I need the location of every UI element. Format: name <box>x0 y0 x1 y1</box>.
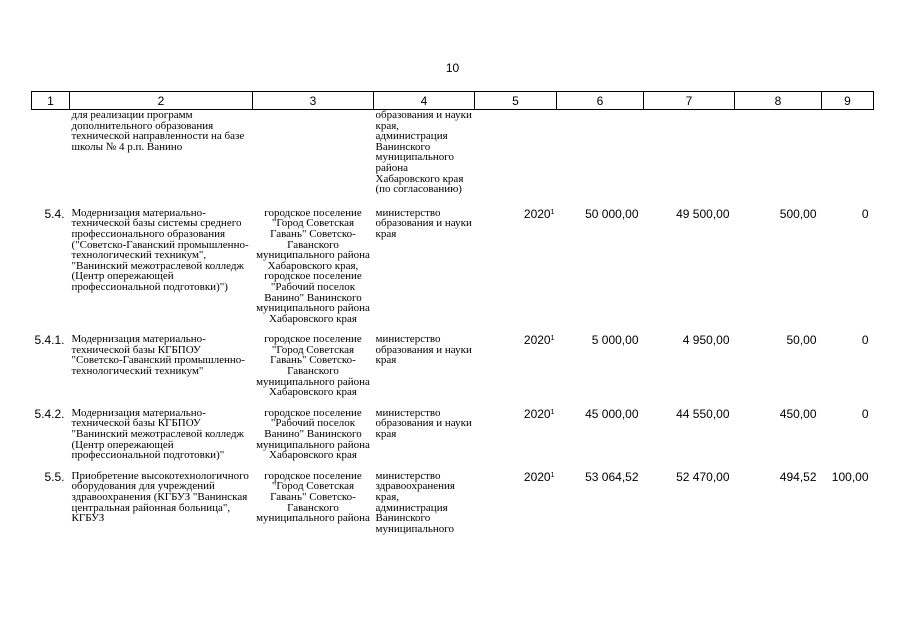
year-footnote: 1 <box>550 335 555 343</box>
responsible: министерство образования и науки края <box>375 406 472 441</box>
program-table <box>31 91 874 534</box>
total-amount: 50 000,00 <box>585 206 639 221</box>
table-row-continuation <box>32 110 874 203</box>
responsible: министерство здравоохранения края, администрация Ванинского муниципального <box>375 469 455 535</box>
column-header: 8 <box>735 92 822 110</box>
row-number <box>32 110 70 203</box>
column-header: 3 <box>253 92 374 110</box>
other-amount: 100,00 <box>831 469 869 484</box>
total-amount: 45 000,00 <box>585 406 639 421</box>
measure-name: Модернизация материально-технической базы КГБПОУ "Ванинский межотраслевой колледж (Центр опережающей профессиональной подготовки)" <box>71 406 245 462</box>
federal-amount: 4 950,00 <box>682 333 730 348</box>
responsible: министерство образования и науки края <box>375 206 472 240</box>
territory: городское поселение "Город Советская Гавань" Советско-Гаванского муниципального района Хабаровского края <box>256 333 370 399</box>
year <box>475 467 557 535</box>
row-number: 5.4.1. <box>34 333 65 348</box>
other-amount: 0 <box>861 406 869 421</box>
column-header: 2 <box>70 92 253 110</box>
year-value: 2020 <box>523 406 551 421</box>
row-number: 5.4.2. <box>34 406 65 421</box>
measure-name: для реализации программ дополнительного образования технической направленности на базе школы № 4 р.п. Ванино <box>71 109 245 153</box>
year-footnote: 1 <box>550 208 555 216</box>
regional-amount: 500,00 <box>779 206 817 221</box>
table-row <box>32 467 874 535</box>
federal-amount: 52 470,00 <box>676 469 730 484</box>
territory: городское поселение "Рабочий поселок Ванино" Ванинского муниципального района Хабаровского края <box>256 406 370 462</box>
regional-amount: 494,52 <box>779 469 817 484</box>
regional-amount: 450,00 <box>779 406 817 421</box>
column-header: 1 <box>32 92 70 110</box>
page-number: 10 <box>445 61 460 75</box>
responsible: образования и науки края, администрация Ванинского муниципального района Хабаровского края (по согласованию) <box>375 109 472 196</box>
federal-amount: 44 550,00 <box>676 406 730 421</box>
year <box>475 330 557 404</box>
year-footnote: 1 <box>550 408 555 416</box>
column-header: 5 <box>475 92 557 110</box>
regional-amount: 50,00 <box>786 333 817 348</box>
year-value: 2020 <box>523 333 551 348</box>
column-header: 9 <box>822 92 874 110</box>
federal-amount: 49 500,00 <box>676 206 730 221</box>
table-row <box>32 404 874 467</box>
total-amount: 5 000,00 <box>591 333 639 348</box>
column-number-header <box>32 92 874 110</box>
territory: городское поселение "Город Советская Гавань" Советско-Гаванского муниципального района Хабаровского края, городское поселение "Рабочий поселок Ванино" Ванинского муниципального района Хабаровского края <box>256 206 370 325</box>
territory <box>253 110 374 203</box>
column-header: 6 <box>557 92 644 110</box>
table-row <box>32 330 874 404</box>
column-header: 7 <box>644 92 735 110</box>
row-number: 5.4. <box>44 206 65 221</box>
territory: городское поселение "Город Советская Гавань" Советско-Гаванского муниципального района <box>256 469 370 525</box>
year-value: 2020 <box>523 206 551 221</box>
responsible: министерство образования и науки края <box>375 333 472 367</box>
measure-name: Модернизация материально-технической базы системы среднего профессионального образования ("Советско-Гаванский промышленно-технологический техникум", "Ванинский межотраслевой колледж (Центр опережающей профессиональной подготовки)") <box>71 206 249 293</box>
total-amount: 53 064,52 <box>585 469 639 484</box>
year <box>475 203 557 331</box>
year <box>475 404 557 467</box>
other-amount: 0 <box>861 206 869 221</box>
other-amount: 0 <box>861 333 869 348</box>
table-row <box>32 203 874 331</box>
column-header: 4 <box>374 92 475 110</box>
row-number: 5.5. <box>44 469 65 484</box>
measure-name: Приобретение высокотехнологичного оборудования для учреждений здравоохранения (КГБУЗ "Ванинская центральная районная больница", КГБУЗ <box>71 469 249 525</box>
year-value: 2020 <box>523 469 551 484</box>
measure-name: Модернизация материально-технической базы КГБПОУ "Советско-Гаванский промышленно-технологический техникум" <box>71 333 245 378</box>
year-footnote: 1 <box>550 471 555 479</box>
